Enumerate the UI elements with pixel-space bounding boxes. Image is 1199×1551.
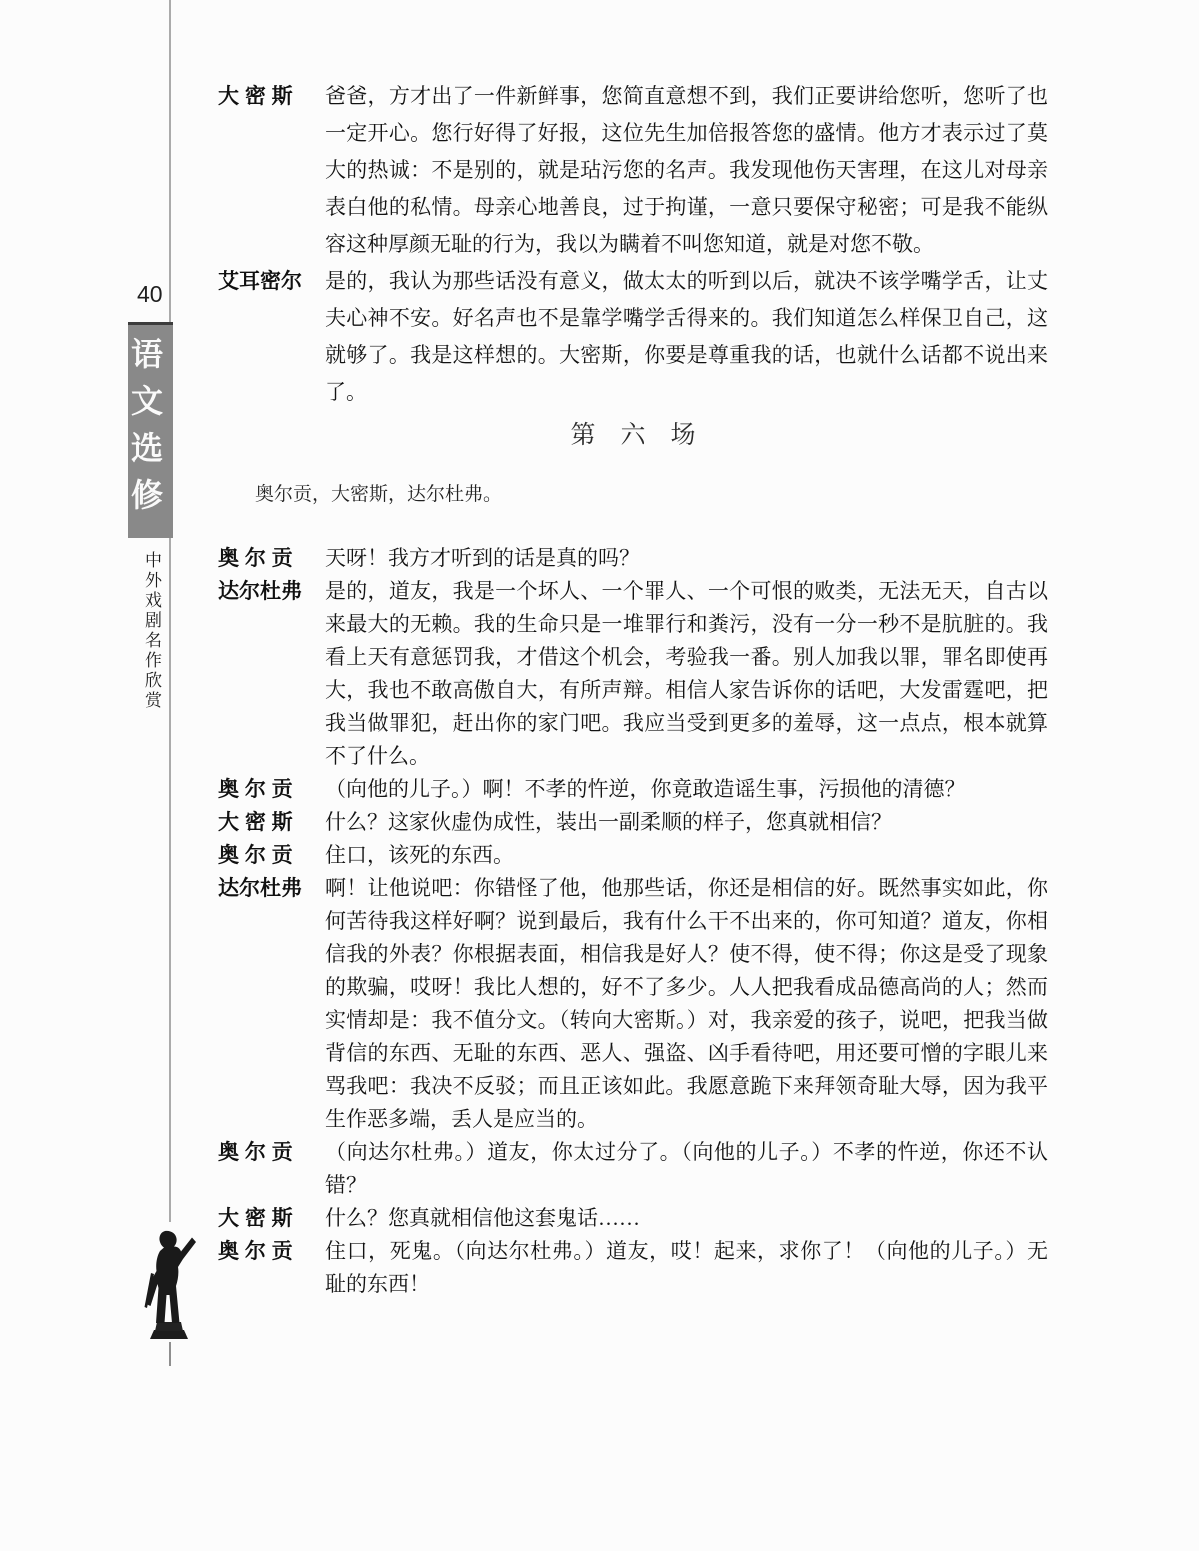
speaker-name: 达尔杜弗 — [218, 580, 302, 603]
sidebar-banner-title: 语文选修 — [128, 322, 173, 538]
margin-divider-line — [169, 0, 171, 1222]
dialogue-entry — [218, 542, 1048, 575]
speaker-name: 大 密 斯 — [218, 85, 293, 108]
dialogue-entry — [218, 1136, 1048, 1202]
speaker-name: 艾耳密尔 — [218, 270, 302, 293]
script-text-column — [218, 78, 1048, 1301]
dialogue-text: （向达尔杜弗。）道友，你太过分了。（向他的儿子。）不孝的忤逆，你还不认错？ — [325, 1140, 1048, 1197]
dialogue-entry — [218, 78, 1048, 263]
dialogue-text: 什么？您真就相信他这套鬼话…… — [325, 1206, 640, 1230]
act-five-dialogues — [218, 78, 1048, 411]
scene-cast-list: 奥尔贡，大密斯，达尔杜弗。 — [255, 484, 503, 505]
dialogue-text: 天呀！我方才听到的话是真的吗？ — [325, 546, 640, 570]
speaker-name: 奥 尔 贡 — [218, 778, 293, 801]
dialogue-text: 啊！让他说吧：你错怪了他，他那些话，你还是相信的好。既然事实如此，你何苦待我这样好啊？说到最后，我有什么干不出来的，你可知道？道友，你相信我的外表？你根据表面，相信我是好人？使不得，使不得；你这是受了现象的欺骗，哎呀！我比人想的，好不了多少。人人把我看成品德高尚的人；然而实情却是：我不值分文。（转向大密斯。）对，我亲爱的孩子，说吧，把我当做背信的东西、无耻的东西、恶人、强盗、凶手看待吧，用还要可憎的字眼儿来骂我吧：我决不反驳；而且正该如此。我愿意跪下来拜领奇耻大辱，因为我平生作恶多端，丢人是应当的。 — [325, 876, 1048, 1131]
statue-figure-icon — [137, 1216, 199, 1340]
dialogue-entry — [218, 806, 1048, 839]
dialogue-text: 是的，道友，我是一个坏人、一个罪人、一个可恨的败类，无法无天，自古以来最大的无赖。我的生命只是一堆罪行和粪污，没有一分一秒不是肮脏的。我看上天有意惩罚我，才借这个机会，考验我一番。别人加我以罪，罪名即使再大，我也不敢高傲自大，有所声辩。相信人家告诉你的话吧，大发雷霆吧，把我当做罪犯，赶出你的家门吧。我应当受到更多的羞辱，这一点点，根本就算不了什么。 — [325, 579, 1048, 768]
speaker-name: 大 密 斯 — [218, 811, 293, 834]
speaker-name: 达尔杜弗 — [218, 877, 302, 900]
dialogue-text: （向他的儿子。）啊！不孝的忤逆，你竟敢造谣生事，污损他的清德？ — [325, 777, 966, 801]
speaker-name: 奥 尔 贡 — [218, 1240, 293, 1263]
scene-six-dialogues — [218, 542, 1048, 1301]
dialogue-entry — [218, 1202, 1048, 1235]
dialogue-entry — [218, 773, 1048, 806]
dialogue-text: 是的，我认为那些话没有意义，做太太的听到以后，就决不该学嘴学舌，让丈夫心神不安。好名声也不是靠学嘴学舌得来的。我们知道怎么样保卫自己，这就够了。我是这样想的。大密斯，你要是尊重我的话，也就什么话都不说出来了。 — [325, 269, 1048, 404]
dialogue-entry — [218, 839, 1048, 872]
dialogue-text: 爸爸，方才出了一件新鲜事，您简直意想不到，我们正要讲给您听，您听了也一定开心。您行好得了好报，这位先生加倍报答您的盛情。他方才表示过了莫大的热诚：不是别的，就是玷污您的名声。我发现他伤天害理，在这儿对母亲表白他的私情。母亲心地善良，过于拘谨，一意只要保守秘密；可是我不能纵容这种厚颜无耻的行为，我以为瞒着不叫您知道，就是对您不敬。 — [325, 84, 1048, 256]
dialogue-entry — [218, 575, 1048, 773]
dialogue-text: 住口，该死的东西。 — [325, 843, 514, 867]
dialogue-entry — [218, 872, 1048, 1136]
speaker-name: 奥 尔 贡 — [218, 1141, 293, 1164]
speaker-name: 大 密 斯 — [218, 1207, 293, 1230]
sidebar-series-title: 中外戏剧名作欣赏 — [142, 551, 161, 711]
dialogue-entry — [218, 263, 1048, 411]
dialogue-text: 什么？这家伙虚伪成性，装出一副柔顺的样子，您真就相信？ — [325, 810, 892, 834]
scene-heading: 第 六 场 — [570, 422, 696, 449]
margin-divider-line-dash — [169, 1342, 171, 1366]
speaker-name: 奥 尔 贡 — [218, 844, 293, 867]
dialogue-text: 住口，死鬼。（向达尔杜弗。）道友，哎！起来，求你了！（向他的儿子。）无耻的东西！ — [325, 1239, 1048, 1296]
speaker-name: 奥 尔 贡 — [218, 547, 293, 570]
dialogue-entry — [218, 1235, 1048, 1301]
page-number: 40 — [137, 281, 163, 307]
